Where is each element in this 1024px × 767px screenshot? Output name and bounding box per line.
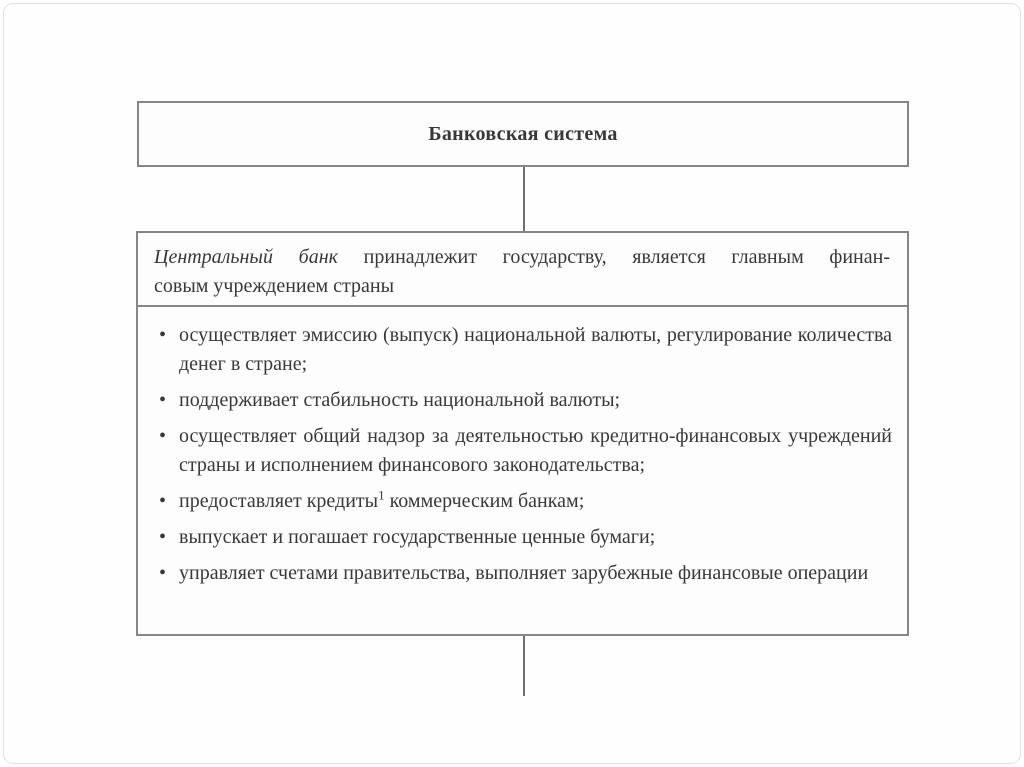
central-bank-header-text1: принадлежит государству, является главным финан- [363, 246, 890, 268]
function-item-3: • осуществляет общий надзор за деятельностью кредитно-финансовых учреждений страны и исполнением финансового законодательства; [158, 422, 892, 480]
central-bank-functions-list [158, 321, 892, 588]
banking-system-title: Банковская система [428, 122, 618, 145]
slide-page [3, 3, 1021, 764]
function-item-2: • поддерживает стабильность национальной валюты; [158, 386, 892, 415]
central-bank-lead: Центральный банк [154, 246, 338, 268]
central-bank-functions-section [138, 307, 907, 588]
central-bank-header-text2: совым учреждением страны [154, 275, 395, 297]
central-bank-box [136, 231, 909, 636]
connector-line-bottom [523, 636, 525, 696]
connector-line-top [523, 167, 525, 231]
function-item-4: • предоставляет кредиты$^1$ коммерческим банкам; [158, 487, 892, 516]
function-item-1: • осуществляет эмиссию (выпуск) национальной валюты, регулирование количества денег в стране; [158, 321, 892, 379]
central-bank-header [138, 233, 907, 307]
function-item-5: • выпускает и погашает государственные ценные бумаги; [158, 523, 892, 552]
banking-system-title-box [137, 101, 909, 167]
central-bank-header-line1 [154, 243, 890, 272]
function-item-6: • управляет счетами правительства, выполняет зарубежные финансовые операции [158, 559, 892, 588]
footnote-marker: 1 [378, 487, 385, 503]
